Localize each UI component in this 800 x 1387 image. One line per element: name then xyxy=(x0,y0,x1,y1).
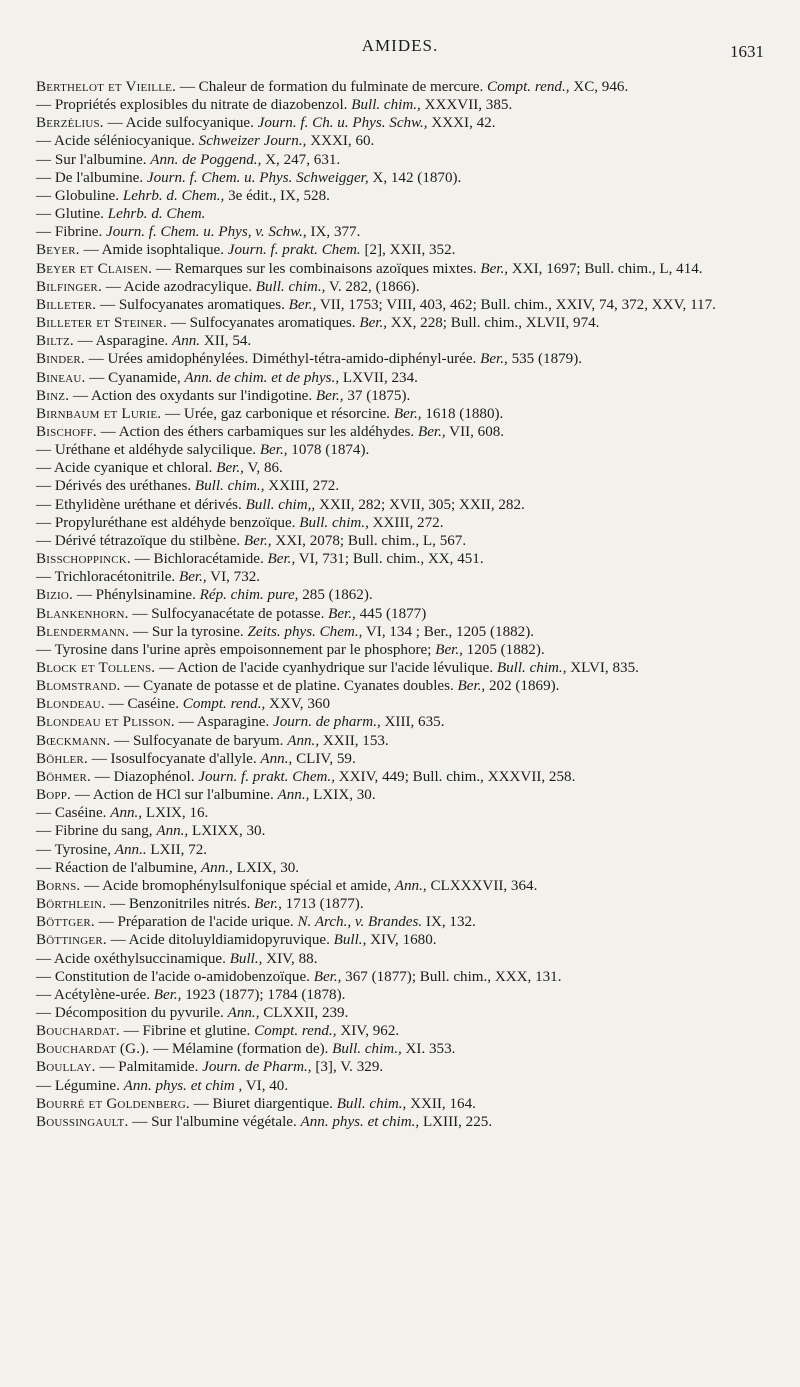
journal-name: Ber., xyxy=(315,387,344,404)
author-name: Böttinger. xyxy=(36,932,107,949)
journal-name: Ann. phys. et chim xyxy=(123,1077,235,1094)
journal-name: Journ. f. prakt. Chem., xyxy=(198,768,335,785)
entry-title: Décomposition du pyvurile. xyxy=(54,1004,224,1021)
author-name: Blondeau. xyxy=(36,696,105,713)
journal-name: Bull., xyxy=(229,950,263,967)
ditto-dash: — xyxy=(36,805,52,822)
reference-details: [2], XXII, 352. xyxy=(364,242,456,259)
bibliography-entry xyxy=(36,387,772,405)
journal-name: Ber., xyxy=(457,678,486,695)
bibliography-entry xyxy=(36,804,772,822)
journal-name: Ann., xyxy=(287,732,320,749)
reference-details: VI, 134 ; Ber., 1205 (1882). xyxy=(365,623,535,640)
entry-title: — Action des éthers carbamiques sur les aldéhydes. xyxy=(100,423,415,440)
bibliography-entry xyxy=(36,496,772,514)
journal-name: Rép. chim. pure, xyxy=(199,587,299,604)
author-name: Böhmer. xyxy=(36,768,91,785)
journal-name: Ber., xyxy=(267,551,296,568)
entry-title: Acétylène-urée. xyxy=(54,986,150,1003)
author-name: Borns. xyxy=(36,877,81,894)
author-name: Börthlein. xyxy=(36,896,107,913)
entry-title: Caséine. xyxy=(54,805,107,822)
author-name: Billeter. xyxy=(36,296,97,313)
bibliography-entry xyxy=(36,568,772,586)
reference-details: XXIV, 449; Bull. chim., XXXVII, 258. xyxy=(338,768,576,785)
reference-details: XXXI, 42. xyxy=(431,115,496,132)
entry-title: — Sulfocyanates aromatiques. xyxy=(100,296,285,313)
entry-title: Légumine. xyxy=(54,1077,120,1094)
bibliography-entry xyxy=(36,477,772,495)
journal-name: Bull. chim., xyxy=(496,660,567,676)
journal-name: Ann. de Poggend., xyxy=(150,151,262,168)
reference-details: 37 (1875). xyxy=(347,387,411,404)
ditto-dash: — xyxy=(36,496,52,513)
entry-title: Tyrosine dans l'urine après empoisonnement par le phosphore; xyxy=(54,641,432,658)
entry-title: — Asparagine. xyxy=(178,714,270,731)
bibliography-entry xyxy=(36,659,772,677)
journal-name: Compt. rend., xyxy=(487,79,570,95)
bibliography-entry xyxy=(36,641,772,659)
reference-details: 367 (1877); Bull. chim., XXX, 131. xyxy=(345,968,562,985)
author-name: Blendermann. xyxy=(36,623,130,640)
journal-name: Ber., xyxy=(153,986,182,1003)
reference-details: XXII, 164. xyxy=(410,1095,476,1112)
entry-title: Fibrine du sang, xyxy=(54,823,153,840)
author-name: Bizio. xyxy=(36,587,74,604)
entry-title: — Acide bromophénylsulfonique spécial et amide, xyxy=(84,877,391,894)
journal-name: Journ. de Pharm., xyxy=(202,1059,312,1076)
bibliography-entry xyxy=(36,441,772,459)
ditto-dash: — xyxy=(36,950,52,967)
ditto-dash: — xyxy=(36,823,52,840)
journal-name: Bull., xyxy=(333,932,367,949)
journal-name: Ann. phys. et chim., xyxy=(300,1113,420,1130)
journal-name: Ber., xyxy=(259,442,288,459)
reference-details: IX, 132. xyxy=(425,914,476,931)
author-name: Boussingault. xyxy=(36,1113,129,1130)
reference-details: XII, 54. xyxy=(203,333,252,350)
entry-title: — Préparation de l'acide urique. xyxy=(98,914,294,931)
reference-details: 535 (1879). xyxy=(511,351,583,368)
journal-name: Bull. chim,, xyxy=(245,496,316,513)
ditto-dash: — xyxy=(36,151,52,168)
ditto-dash: — xyxy=(36,641,52,658)
journal-name: Bull. chim., xyxy=(351,97,421,114)
journal-name: Schweizer Journ., xyxy=(198,133,307,150)
entry-title: Globuline. xyxy=(54,187,120,204)
bibliography-entry xyxy=(36,877,772,895)
journal-name: Journ. f. Chem. u. Phys, v. Schw., xyxy=(106,224,307,241)
reference-details: X, 247, 631. xyxy=(265,151,341,168)
bibliography-entry xyxy=(36,187,772,205)
journal-name: Ann. xyxy=(171,333,201,350)
entry-title: Propyluréthane est aldéhyde benzoïque. xyxy=(54,514,296,531)
bibliography-entry xyxy=(36,950,772,968)
ditto-dash: — xyxy=(36,986,52,1003)
entry-title: — Palmitamide. xyxy=(99,1059,199,1076)
reference-details: XXII, 282; XVII, 305; XXII, 282. xyxy=(318,496,525,513)
ditto-dash: — xyxy=(36,187,52,204)
bibliography-entry xyxy=(36,78,772,96)
running-title: AMIDES. xyxy=(361,36,439,55)
author-name: Bourré et Goldenberg. xyxy=(36,1095,190,1112)
reference-details: XIV, 88. xyxy=(266,950,318,967)
entry-title: Constitution de l'acide o-amidobenzoïque. xyxy=(54,968,310,985)
bibliography-entry xyxy=(36,169,772,187)
reference-details: LXIII, 225. xyxy=(422,1113,493,1130)
entry-title: — Cyanamide, xyxy=(89,369,181,386)
bibliography-entry xyxy=(36,695,772,713)
bibliography-entry xyxy=(36,713,772,731)
reference-details: 445 (1877) xyxy=(359,605,427,622)
bibliography-entry xyxy=(36,332,772,350)
bibliography-entry xyxy=(36,968,772,986)
bibliography-entry xyxy=(36,586,772,604)
bibliography-entry xyxy=(36,768,772,786)
author-name: Bouchardat. xyxy=(36,1023,120,1040)
author-name: Beyer et Claisen. xyxy=(36,260,153,277)
bibliography-entry xyxy=(36,786,772,804)
entry-title: — Remarques sur les combinaisons azoïques mixtes. xyxy=(155,260,477,277)
ditto-dash: — xyxy=(36,532,52,549)
bibliography-entry xyxy=(36,605,772,623)
entry-title: — Action de l'acide cyanhydrique sur l'acide lévulique. xyxy=(159,660,494,676)
ditto-dash: — xyxy=(36,514,52,531)
bibliography-entry xyxy=(36,1113,772,1131)
reference-details: VI, 732. xyxy=(210,569,261,586)
author-name: Blondeau et Plisson. xyxy=(36,714,175,731)
bibliography-entry xyxy=(36,895,772,913)
entry-title: — Sulfocyanates aromatiques. xyxy=(170,315,356,332)
page-number: 1631 xyxy=(730,42,764,61)
author-name: Bouchardat (G.). xyxy=(36,1041,150,1058)
author-name: Bineau. xyxy=(36,369,86,386)
bibliography-entry xyxy=(36,369,772,387)
entry-title: Fibrine. xyxy=(54,224,103,241)
journal-name: Bull. chim., xyxy=(194,478,265,495)
journal-name: Bull. chim., xyxy=(299,514,369,531)
bibliography-entry xyxy=(36,423,772,441)
author-name: Berzélius. xyxy=(36,115,104,132)
entry-title: — Fibrine et glutine. xyxy=(123,1023,251,1040)
reference-details: XIV, 962. xyxy=(340,1023,400,1040)
reference-details: CLIV, 59. xyxy=(296,750,356,767)
entry-title: — Sulfocyanate de baryum. xyxy=(114,732,284,749)
journal-name: Ann., xyxy=(277,787,310,804)
entry-title: — Acide ditoluyldiamidopyruvique. xyxy=(110,932,330,949)
bibliography-entry xyxy=(36,314,772,332)
bibliography-entry xyxy=(36,296,772,314)
bibliography-entry xyxy=(36,405,772,423)
journal-name: Journ. f. Chem. u. Phys. Schweigger, xyxy=(146,169,369,186)
ditto-dash: — xyxy=(36,97,52,114)
journal-name: N. Arch., v. Brandes. xyxy=(297,914,423,931)
entry-title: Propriétés explosibles du nitrate de diazobenzol. xyxy=(54,97,348,114)
entry-title: — Chaleur de formation du fulminate de mercure. xyxy=(179,79,484,95)
author-name: Bisschoppinck. xyxy=(36,551,131,568)
reference-details: LXIXX, 30. xyxy=(192,823,266,840)
author-name: Bischoff. xyxy=(36,423,97,440)
ditto-dash: — xyxy=(36,1004,52,1021)
journal-name: Journ. f. prakt. Chem. xyxy=(227,242,361,259)
reference-details: 1205 (1882). xyxy=(466,641,545,658)
bibliography-entry xyxy=(36,822,772,840)
ditto-dash: — xyxy=(36,169,52,186)
author-name: Birnbaum et Lurie. xyxy=(36,405,162,422)
reference-details: XXII, 153. xyxy=(322,732,389,749)
entry-title: — Action de HCl sur l'albumine. xyxy=(74,787,274,804)
journal-name: Ber., xyxy=(313,968,342,985)
entry-title: Ethylidène uréthane et dérivés. xyxy=(54,496,242,513)
journal-name: Bull. chim., xyxy=(336,1095,407,1112)
bibliography-entry xyxy=(36,931,772,949)
entry-title: Dérivés des uréthanes. xyxy=(54,478,192,495)
bibliography-entry xyxy=(36,278,772,296)
entry-title: Réaction de l'albumine, xyxy=(54,859,198,876)
bibliography-entry xyxy=(36,1040,772,1058)
journal-name: Ann., xyxy=(156,823,189,840)
entry-title: — Bichloracétamide. xyxy=(134,551,264,568)
bibliography-entry xyxy=(36,1058,772,1076)
bibliography-entry xyxy=(36,532,772,550)
entry-title: Dérivé tétrazoïque du stilbène. xyxy=(54,532,241,549)
bibliography-entry xyxy=(36,1022,772,1040)
entry-title: Sur l'albumine. xyxy=(54,151,147,168)
bibliography-entry xyxy=(36,514,772,532)
reference-details: LXII, 72. xyxy=(150,841,208,858)
author-name: Billeter et Steiner. xyxy=(36,315,167,332)
reference-details: XXIII, 272. xyxy=(268,478,340,495)
journal-name: Ber., xyxy=(480,260,509,277)
entry-title: — Caséine. xyxy=(108,696,180,713)
journal-name: Journ. de pharm., xyxy=(273,714,381,731)
ditto-dash: — xyxy=(36,206,52,223)
entry-title: — Acide azodracylique. xyxy=(105,278,252,295)
journal-name: Ber., xyxy=(243,532,272,549)
reference-details: VII, 608. xyxy=(449,423,505,440)
bibliography-entry xyxy=(36,677,772,695)
author-name: Blomstrand. xyxy=(36,678,121,695)
journal-name: Ann., xyxy=(394,877,427,894)
reference-details: 1078 (1874). xyxy=(291,442,370,459)
journal-name: Ann.. xyxy=(114,841,147,858)
reference-details: 1713 (1877). xyxy=(285,896,364,913)
reference-details: 1923 (1877); 1784 (1878). xyxy=(185,986,346,1003)
entry-title: — Benzonitriles nitrés. xyxy=(109,896,251,913)
reference-details: LXIX, 16. xyxy=(145,805,209,822)
reference-details: XXXVII, 385. xyxy=(424,97,513,114)
entry-title: — Asparagine. xyxy=(77,333,169,350)
entry-title: — Amide isophtalique. xyxy=(83,242,224,259)
journal-name: Ber., xyxy=(254,896,282,913)
author-name: Berthelot et Vieille. xyxy=(36,79,177,95)
reference-details: LXIX, 30. xyxy=(313,787,376,804)
ditto-dash: — xyxy=(36,133,52,150)
reference-details: XI. 353. xyxy=(405,1041,456,1058)
ditto-dash: — xyxy=(36,478,52,495)
author-name: Beyer. xyxy=(36,242,80,259)
entry-title: Glutine. xyxy=(54,206,104,223)
entry-title: — Isosulfocyanate d'allyle. xyxy=(91,750,257,767)
author-name: Böttger. xyxy=(36,914,95,931)
bibliography-entry xyxy=(36,550,772,568)
journal-name: Ber., xyxy=(288,296,317,313)
bibliography-entry xyxy=(36,96,772,114)
bibliography-entry xyxy=(36,913,772,931)
bibliography-entry xyxy=(36,1077,772,1095)
author-name: Bœckmann. xyxy=(36,732,111,749)
author-name: Bilfinger. xyxy=(36,278,102,295)
bibliography-entry xyxy=(36,986,772,1004)
entry-title: — Sur la tyrosine. xyxy=(133,623,244,640)
reference-details: XC, 946. xyxy=(573,79,629,95)
ditto-dash: — xyxy=(36,859,52,876)
reference-details: , VI, 40. xyxy=(238,1077,289,1094)
ditto-dash: — xyxy=(36,569,52,586)
reference-details: XXIII, 272. xyxy=(372,514,444,531)
entry-title: Acide cyanique et chloral. xyxy=(54,460,213,477)
bibliography-entry xyxy=(36,114,772,132)
entry-title: — Sulfocyanacétate de potasse. xyxy=(132,605,325,622)
journal-name: Ann., xyxy=(200,859,233,876)
reference-details: 285 (1862). xyxy=(302,587,373,604)
reference-details: XXXI, 60. xyxy=(310,133,375,150)
entry-title: De l'albumine. xyxy=(54,169,144,186)
reference-details: [3], V. 329. xyxy=(315,1059,384,1076)
reference-details: IX, 377. xyxy=(310,224,361,241)
bibliography-entry xyxy=(36,350,772,368)
entry-title: — Diazophénol. xyxy=(94,768,195,785)
journal-name: Lehrb. d. Chem. xyxy=(107,206,206,223)
entry-title: Acide oxéthylsuccinamique. xyxy=(54,950,226,967)
reference-details: V, 86. xyxy=(247,460,283,477)
bibliography-entry xyxy=(36,1004,772,1022)
bibliography-entry xyxy=(36,132,772,150)
entry-title: — Urée, gaz carbonique et résorcine. xyxy=(165,405,391,422)
reference-details: XIII, 635. xyxy=(384,714,445,731)
bibliography-list xyxy=(36,78,772,1131)
journal-name: Compt. rend., xyxy=(182,696,266,713)
author-name: Bopp. xyxy=(36,787,72,804)
bibliography-entry xyxy=(36,151,772,169)
reference-details: XLVI, 835. xyxy=(570,660,639,676)
journal-name: Compt. rend., xyxy=(254,1023,337,1040)
reference-details: VI, 731; Bull. chim., XX, 451. xyxy=(298,551,484,568)
author-name: Blankenhorn. xyxy=(36,605,129,622)
journal-name: Ber., xyxy=(435,641,463,658)
author-name: Binder. xyxy=(36,351,85,368)
entry-title: — Biuret diargentique. xyxy=(193,1095,333,1112)
bibliography-entry xyxy=(36,732,772,750)
reference-details: CLXXII, 239. xyxy=(263,1004,349,1021)
entry-title: — Acide sulfocyanique. xyxy=(107,115,254,132)
journal-name: Ann., xyxy=(110,805,143,822)
entry-title: Tyrosine, xyxy=(54,841,111,858)
reference-details: V. 282, (1866). xyxy=(328,278,420,295)
reference-details: 3e édit., IX, 528. xyxy=(228,187,330,204)
author-name: Biltz. xyxy=(36,333,74,350)
ditto-dash: — xyxy=(36,1077,52,1094)
ditto-dash: — xyxy=(36,460,52,477)
reference-details: LXVII, 234. xyxy=(342,369,418,386)
journal-name: Journ. f. Ch. u. Phys. Schw., xyxy=(257,115,428,132)
journal-name: Ber., xyxy=(178,569,207,586)
author-name: Boullay. xyxy=(36,1059,96,1076)
reference-details: CLXXXVII, 364. xyxy=(430,877,538,894)
bibliography-entry xyxy=(36,223,772,241)
bibliography-entry xyxy=(36,241,772,259)
journal-name: Ber., xyxy=(328,605,356,622)
author-name: Block et Tollens. xyxy=(36,660,156,676)
journal-name: Lehrb. d. Chem., xyxy=(122,187,225,204)
author-name: Böhler. xyxy=(36,750,88,767)
reference-details: XXI, 1697; Bull. chim., L, 414. xyxy=(511,260,703,277)
journal-name: Bull. chim., xyxy=(255,278,326,295)
reference-details: XIV, 1680. xyxy=(370,932,437,949)
bibliography-entry xyxy=(36,750,772,768)
ditto-dash: — xyxy=(36,968,52,985)
reference-details: 1618 (1880). xyxy=(425,405,504,422)
reference-details: LXIX, 30. xyxy=(236,859,300,876)
reference-details: XX, 228; Bull. chim., XLVII, 974. xyxy=(390,315,600,332)
reference-details: XXI, 2078; Bull. chim., L, 567. xyxy=(275,532,467,549)
entry-title: Trichloracétonitrile. xyxy=(54,569,176,586)
journal-name: Ber., xyxy=(216,460,244,477)
journal-name: Ber., xyxy=(480,351,508,368)
journal-name: Ann., xyxy=(260,750,293,767)
ditto-dash: — xyxy=(36,442,52,459)
entry-title: — Urées amidophénylées. Diméthyl-tétra-amido-diphényl-urée. xyxy=(88,351,477,368)
reference-details: VII, 1753; VIII, 403, 462; Bull. chim., XXIV, 74, 372, XXV, 117. xyxy=(319,296,716,313)
journal-name: Bull. chim., xyxy=(332,1041,402,1058)
bibliography-entry xyxy=(36,1095,772,1113)
journal-name: Ber., xyxy=(359,315,388,332)
journal-name: Ann., xyxy=(227,1004,260,1021)
bibliography-entry xyxy=(36,459,772,477)
entry-title: Uréthane et aldéhyde salycilique. xyxy=(54,442,257,459)
bibliography-entry xyxy=(36,260,772,278)
bibliography-entry xyxy=(36,841,772,859)
bibliography-entry xyxy=(36,205,772,223)
entry-title: Acide séléniocyanique. xyxy=(54,133,195,150)
page-header xyxy=(0,34,800,64)
entry-title: — Cyanate de potasse et de platine. Cyanates doubles. xyxy=(124,678,454,695)
journal-name: Zeits. phys. Chem., xyxy=(247,623,363,640)
reference-details: 202 (1869). xyxy=(488,678,560,695)
entry-title: — Sur l'albumine végétale. xyxy=(132,1113,297,1130)
bibliography-entry xyxy=(36,859,772,877)
journal-name: Ann. de chim. et de phys., xyxy=(184,369,340,386)
journal-name: Ber., xyxy=(393,405,422,422)
bibliography-entry xyxy=(36,623,772,641)
journal-name: Ber., xyxy=(417,423,446,440)
ditto-dash: — xyxy=(36,841,52,858)
reference-details: XXV, 360 xyxy=(269,696,330,713)
author-name: Binz. xyxy=(36,387,70,404)
entry-title: — Mélamine (formation de). xyxy=(153,1041,329,1058)
reference-details: X, 142 (1870). xyxy=(372,169,462,186)
entry-title: — Phénylsinamine. xyxy=(76,587,196,604)
ditto-dash: — xyxy=(36,224,52,241)
entry-title: — Action des oxydants sur l'indigotine. xyxy=(72,387,313,404)
